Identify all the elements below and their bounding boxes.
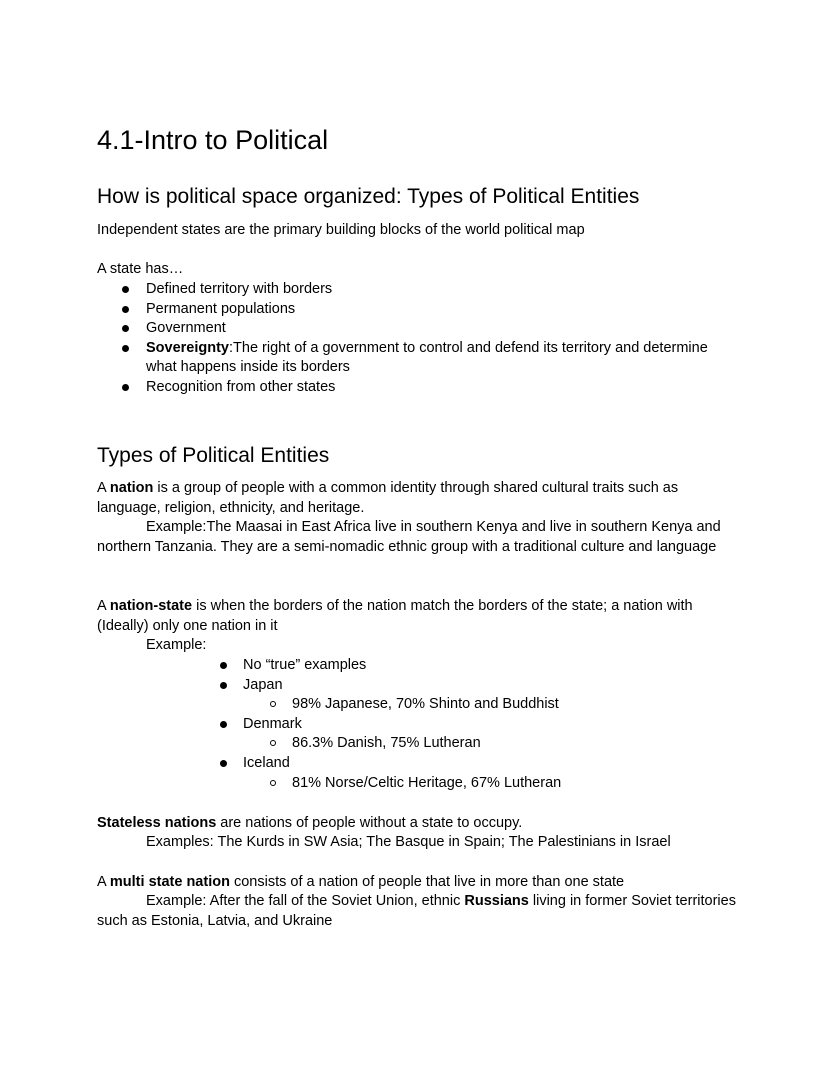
- bullet-icon: [122, 286, 129, 293]
- nation-definition: A nation is a group of people with a common identity through shared cultural traits such as language, religion, ethnicity, and heritage.: [97, 480, 679, 516]
- list-item: [97, 378, 737, 398]
- intro-paragraph: Independent states are the primary building blocks of the world political map: [97, 222, 585, 238]
- nation-state-examples-list: [97, 656, 737, 793]
- term-nation: nation: [109, 480, 154, 496]
- bullet-icon: [220, 682, 227, 689]
- term-russians: Russians: [464, 893, 529, 909]
- bullet-icon: [220, 662, 227, 669]
- circle-bullet-icon: [270, 780, 276, 786]
- nation-state-example-label: Example:: [146, 637, 207, 653]
- list-item: Denmark: [97, 715, 737, 735]
- list-item-text: Government: [146, 320, 226, 337]
- state-has-label: A state has…: [97, 261, 184, 277]
- multistate-definition: A multi state nation consists of a nation of people that live in more than one state: [97, 874, 625, 890]
- term-multi-state-nation: multi state nation: [109, 874, 230, 890]
- bullet-icon: [220, 721, 227, 728]
- term-stateless-nations: Stateless nations: [97, 815, 217, 831]
- list-item-text: Permanent populations: [146, 300, 296, 317]
- list-item: [97, 339, 737, 378]
- list-item: [97, 280, 737, 300]
- nation-state-definition: A nation-state is when the borders of the nation match the borders of the state; a nation with (Ideally) only one nation in it: [97, 598, 693, 634]
- nation-example: Example:The Maasai in East Africa live in southern Kenya and live in southern Kenya and northern Tanzania. They are a semi-nomadic ethnic group with a traditional culture and language: [97, 519, 721, 555]
- page-title: 4.1-Intro to Political: [97, 125, 329, 155]
- bullet-icon: [220, 760, 227, 767]
- list-item: [97, 300, 737, 320]
- bullet-icon: [122, 384, 129, 391]
- circle-bullet-icon: [270, 701, 276, 707]
- list-item: Japan: [97, 676, 737, 696]
- state-criteria-list: [97, 280, 737, 398]
- circle-bullet-icon: [270, 740, 276, 746]
- section-heading-types: Types of Political Entities: [97, 444, 330, 467]
- bullet-icon: [122, 325, 129, 332]
- sub-list-item: 81% Norse/Celtic Heritage, 67% Lutheran: [97, 774, 737, 794]
- sub-list-item: 86.3% Danish, 75% Lutheran: [97, 734, 737, 754]
- bullet-icon: [122, 306, 129, 313]
- list-item: Iceland: [97, 754, 737, 774]
- term-sovereignty: Sovereignty: [146, 339, 229, 356]
- section-heading-political-space: How is political space organized: Types of Political Entities: [97, 185, 640, 208]
- list-item: No “true” examples: [97, 656, 737, 676]
- bullet-icon: [122, 345, 129, 352]
- list-item-text: Defined territory with borders: [146, 281, 333, 297]
- term-nation-state: nation-state: [109, 598, 193, 614]
- list-item: [97, 319, 737, 339]
- list-item-text: Recognition from other states: [146, 378, 336, 395]
- stateless-example: Examples: The Kurds in SW Asia; The Basque in Spain; The Palestinians in Israel: [146, 834, 671, 850]
- stateless-definition: Stateless nations are nations of people without a state to occupy.: [97, 815, 523, 831]
- sub-list-item: 98% Japanese, 70% Shinto and Buddhist: [97, 695, 737, 715]
- multistate-example: Example: After the fall of the Soviet Union, ethnic Russians living in former Soviet territories such as Estonia, Latvia, and Ukraine: [97, 893, 736, 929]
- list-item-text: :The right of a government to control and defend its territory and determine what happens inside its borders: [146, 339, 708, 376]
